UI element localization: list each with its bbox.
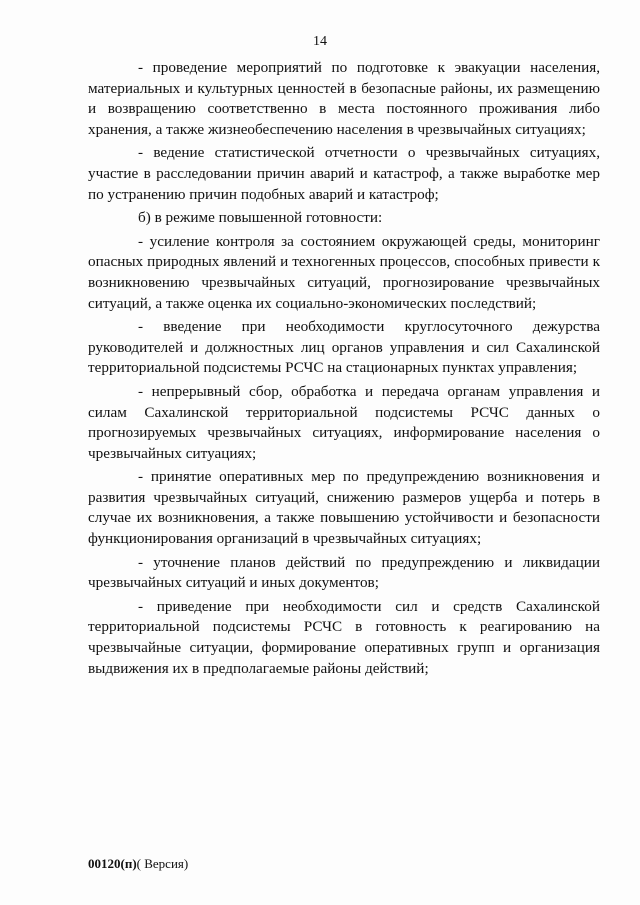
document-footer xyxy=(88,856,188,872)
paragraph-duty: - введение при необходимости круглосуточного дежурства руководителей и должностных лиц органов управления и сил Сахалинской территориальной подсистемы РСЧС на стационарных пунктах управления; xyxy=(88,318,600,377)
paragraph-evacuation: - проведение мероприятий по подготовке к эвакуации населения, материальных и культурных ценностей в безопасные районы, их размещению и возвращению соответственно в места постоянного проживания либо хранения, а также жизнеобеспечению населения в чрезвычайных ситуациях; xyxy=(88,59,600,138)
paragraph-prevention: - принятие оперативных мер по предупреждению возникновения и развития чрезвычайных ситуаций, снижению размеров ущерба и потерь в случае их возникновения, а также повышению устойчивости и безопасности функционирования организаций в чрезвычайных ситуациях; xyxy=(88,468,600,548)
document-body xyxy=(88,58,600,682)
paragraph-data-collection: - непрерывный сбор, обработка и передача органам управления и силам Сахалинской территориальной подсистемы РСЧС данных о прогнозируемых чрезвычайных ситуациях, информирование населения о чрезвычайных ситуациях; xyxy=(88,382,600,462)
paragraph-monitoring: - усиление контроля за состоянием окружающей среды, мониторинг опасных природных явлений и техногенных процессов, способных привести к возникновению чрезвычайных ситуаций, прогнозирование чрезвычайных ситуаций, а также оценка их социально-экономических последствий; xyxy=(88,232,600,312)
document-version: ( Версия) xyxy=(136,856,189,871)
paragraph-plans: - уточнение планов действий по предупреждению и ликвидации чрезвычайных ситуаций и иных документов; xyxy=(88,553,600,592)
page-number: 14 xyxy=(313,34,327,49)
document-code: 00120(п) xyxy=(88,856,137,871)
paragraph-heading-readiness: б) в режиме повышенной готовности: xyxy=(138,209,383,227)
paragraph-statistics: - ведение статистической отчетности о чрезвычайных ситуациях, участие в расследовании причин аварий и катастроф, а также выработке мер по устранению причин подобных аварий и катастроф; xyxy=(88,144,600,203)
paragraph-forces-readiness: - приведение при необходимости сил и средств Сахалинской территориальной подсистемы РСЧС в готовность к реагированию на чрезвычайные ситуации, формирование оперативных групп и организация выдвижения их в предполагаемые районы действий; xyxy=(88,597,600,677)
